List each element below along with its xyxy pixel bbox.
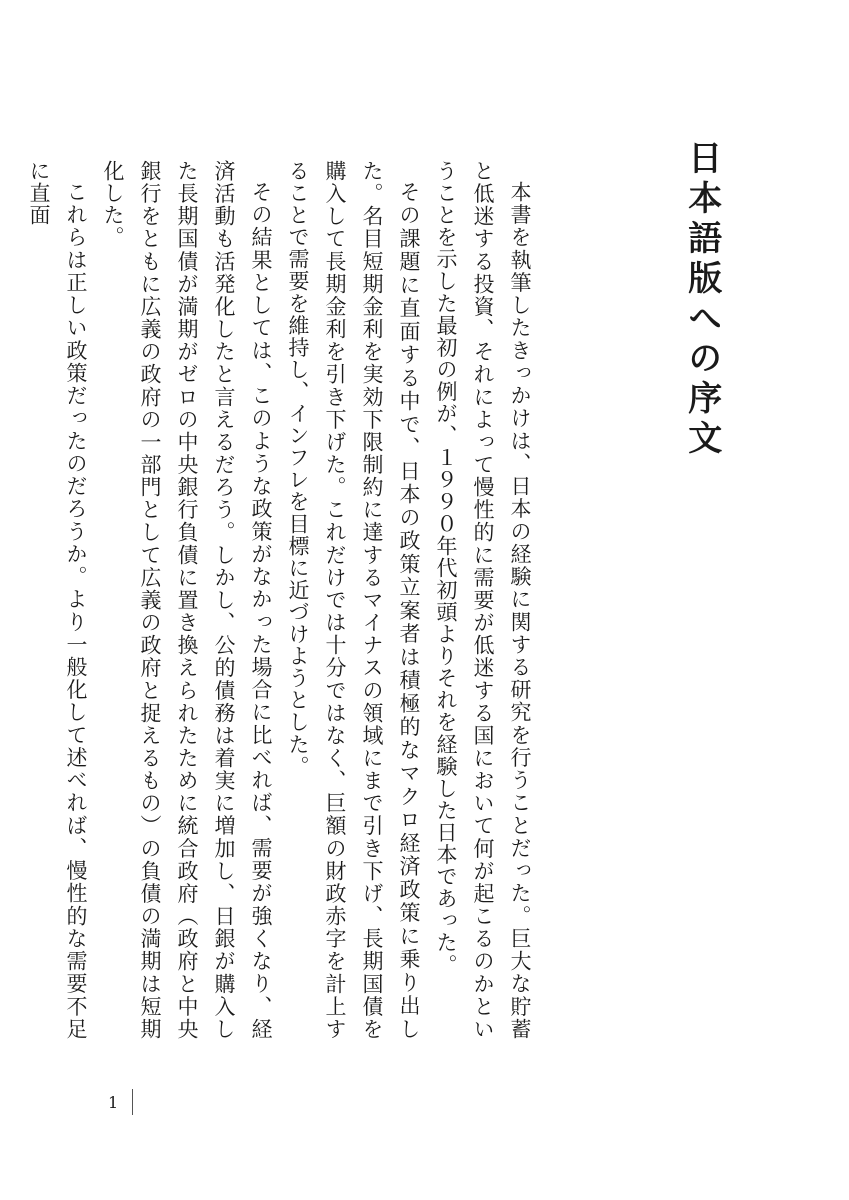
paragraph-3: その結果としては、このような政策がなかった場合に比べれば、需要が強くなり、経済活動も活発化したと言えるだろう。しかし、公的債務は着実に増加し、日銀が購入した長期国債が満期がゼロの中央銀行負債に置き換えられたために統合政府（政府と中央銀行をともに広義の政府の一部門として広義の政府と捉えるもの）の負債の満期は短期化した。 (101, 160, 273, 1040)
page-title: 日本語版への序文 (681, 140, 722, 460)
page-number: 1 (108, 1092, 119, 1112)
paragraph-4: これらは正しい政策だったのだろうか。より一般化して述べれば、慢性的な需要不足に直面 (27, 160, 88, 1040)
paragraph-1: 本書を執筆したきっかけは、日本の経験に関する研究を行うことだった。巨大な貯蓄と低迷する投資、それによって慢性的に需要が低迷する国において何が起こるのかということを示した最初の例が、１９９０年代初頭よりそれを経験した日本であった。 (434, 160, 532, 1040)
folio-divider (132, 1089, 133, 1115)
paragraph-2: その課題に直面する中で、日本の政策立案者は積極的なマクロ経済政策に乗り出した。名目短期金利を実効下限制約に達するマイナスの領域にまで引き下げ、長期国債を購入して長期金利を引き下げた。これだけでは十分ではなく、巨額の財政赤字を計上することで需要を維持し、インフレを目標に近づけようとした。 (286, 160, 421, 1040)
page-footer (108, 1088, 133, 1116)
body-text (27, 160, 538, 1040)
